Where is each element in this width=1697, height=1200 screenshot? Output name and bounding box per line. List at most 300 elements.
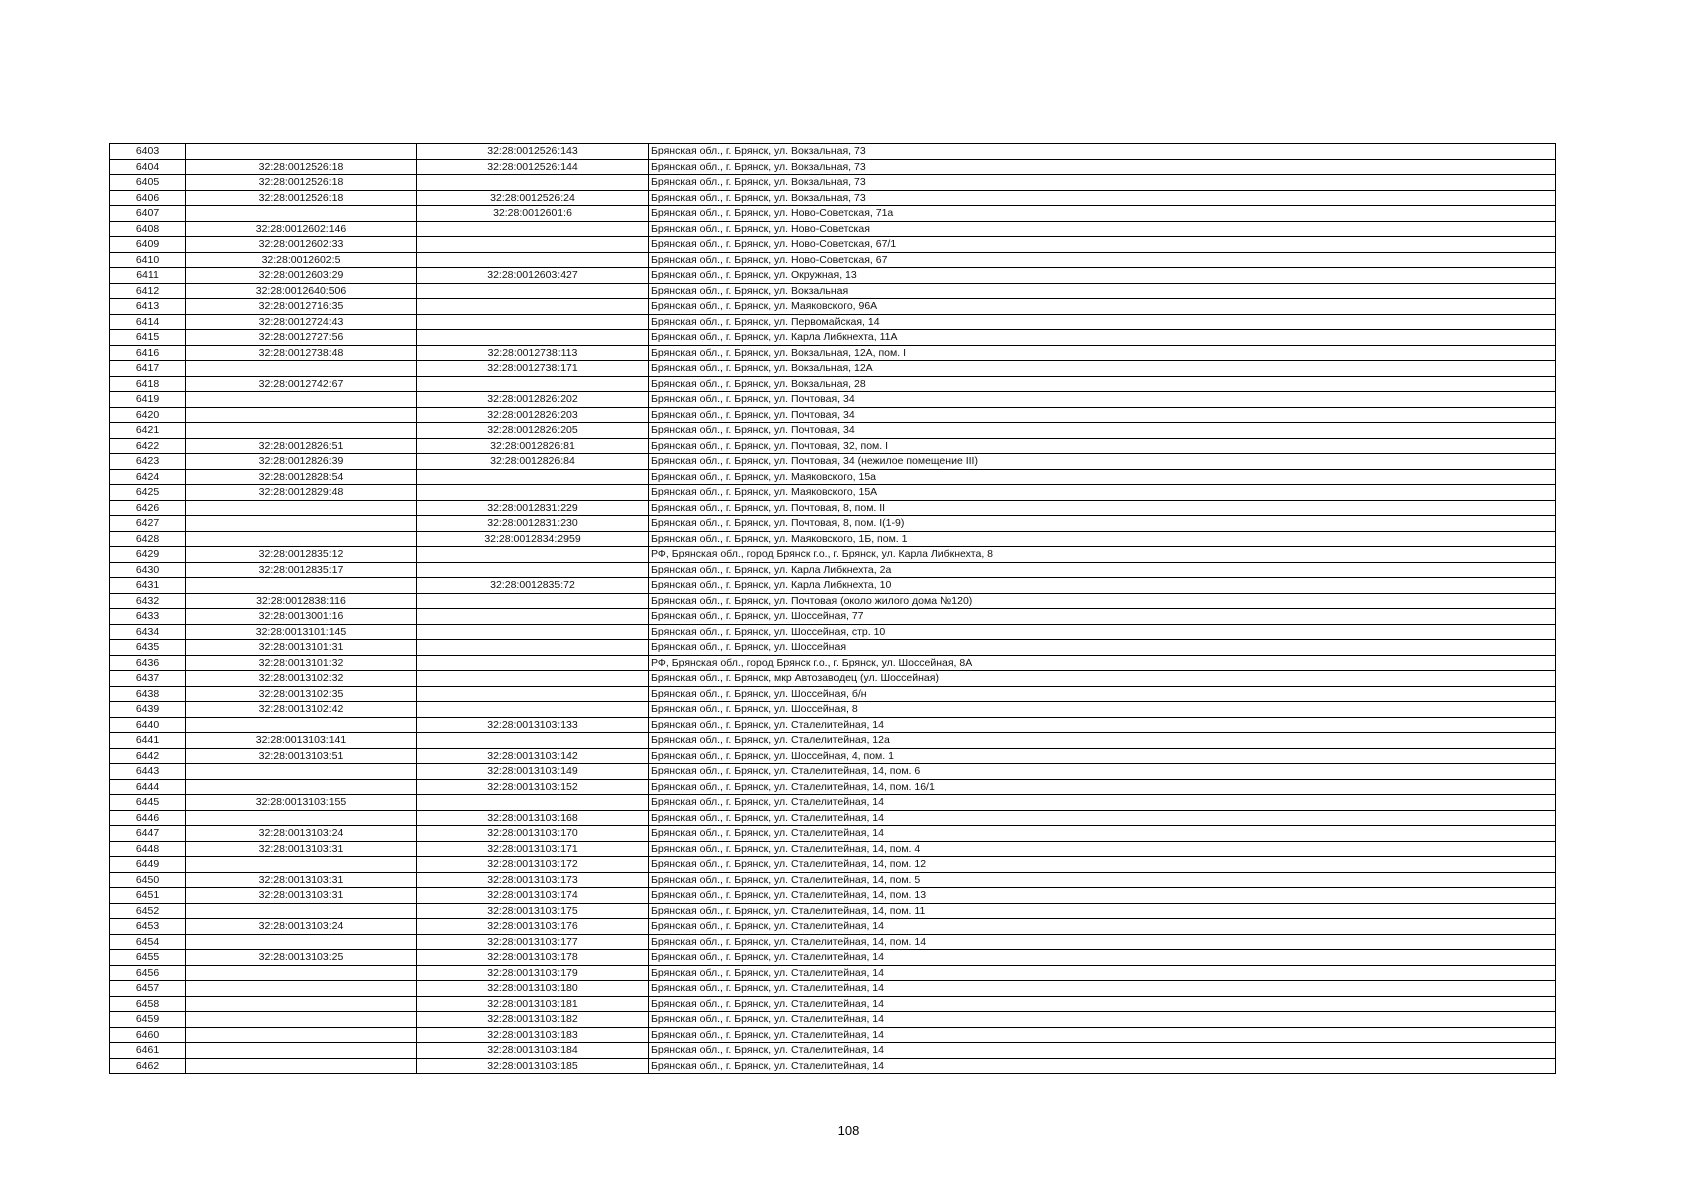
- address-cell: Брянская обл., г. Брянск, ул. Первомайская, 14: [649, 314, 1556, 330]
- address-cell: Брянская обл., г. Брянск, ул. Сталелитейная, 14: [649, 795, 1556, 811]
- address-cell: Брянская обл., г. Брянск, ул. Шоссейная: [649, 640, 1556, 656]
- land-cadastral-number-cell: [186, 717, 417, 733]
- row-number-cell: 6404: [110, 159, 186, 175]
- land-cadastral-number-cell: 32:28:0013103:24: [186, 826, 417, 842]
- row-number-cell: 6451: [110, 888, 186, 904]
- table-row: [110, 981, 1556, 997]
- building-cadastral-number-cell: 32:28:0013103:173: [417, 872, 649, 888]
- address-cell: Брянская обл., г. Брянск, ул. Вокзальная, 73: [649, 175, 1556, 191]
- table-row: [110, 221, 1556, 237]
- table-row: [110, 779, 1556, 795]
- building-cadastral-number-cell: 32:28:0013103:142: [417, 748, 649, 764]
- address-cell: Брянская обл., г. Брянск, ул. Вокзальная, 12А, пом. I: [649, 345, 1556, 361]
- table-body: [110, 144, 1556, 1074]
- row-number-cell: 6455: [110, 950, 186, 966]
- row-number-cell: 6423: [110, 454, 186, 470]
- table-row: [110, 733, 1556, 749]
- address-cell: Брянская обл., г. Брянск, ул. Почтовая, 32, пом. I: [649, 438, 1556, 454]
- table-row: [110, 485, 1556, 501]
- row-number-cell: 6443: [110, 764, 186, 780]
- address-cell: Брянская обл., г. Брянск, ул. Почтовая, 8, пом. I(1-9): [649, 516, 1556, 532]
- address-cell: Брянская обл., г. Брянск, ул. Шоссейная, б/н: [649, 686, 1556, 702]
- building-cadastral-number-cell: [417, 469, 649, 485]
- building-cadastral-number-cell: 32:28:0012738:113: [417, 345, 649, 361]
- building-cadastral-number-cell: [417, 283, 649, 299]
- table-row: [110, 702, 1556, 718]
- building-cadastral-number-cell: [417, 252, 649, 268]
- table-row: [110, 516, 1556, 532]
- land-cadastral-number-cell: [186, 206, 417, 222]
- address-cell: Брянская обл., г. Брянск, ул. Сталелитейная, 14: [649, 810, 1556, 826]
- table-row: [110, 252, 1556, 268]
- land-cadastral-number-cell: 32:28:0012835:12: [186, 547, 417, 563]
- address-cell: Брянская обл., г. Брянск, ул. Ново-Советская, 67: [649, 252, 1556, 268]
- building-cadastral-number-cell: 32:28:0012526:144: [417, 159, 649, 175]
- building-cadastral-number-cell: 32:28:0013103:183: [417, 1027, 649, 1043]
- table-row: [110, 578, 1556, 594]
- table-row: [110, 283, 1556, 299]
- land-cadastral-number-cell: [186, 1027, 417, 1043]
- land-cadastral-number-cell: 32:28:0012640:506: [186, 283, 417, 299]
- address-cell: Брянская обл., г. Брянск, ул. Маяковского, 1Б, пом. 1: [649, 531, 1556, 547]
- table-row: [110, 996, 1556, 1012]
- land-cadastral-number-cell: 32:28:0012724:43: [186, 314, 417, 330]
- table-row: [110, 671, 1556, 687]
- land-cadastral-number-cell: 32:28:0012828:54: [186, 469, 417, 485]
- row-number-cell: 6439: [110, 702, 186, 718]
- building-cadastral-number-cell: [417, 376, 649, 392]
- row-number-cell: 6459: [110, 1012, 186, 1028]
- table-row: [110, 500, 1556, 516]
- table-row: [110, 748, 1556, 764]
- building-cadastral-number-cell: 32:28:0013103:182: [417, 1012, 649, 1028]
- building-cadastral-number-cell: 32:28:0013103:171: [417, 841, 649, 857]
- address-cell: Брянская обл., г. Брянск, ул. Почтовая, 34: [649, 392, 1556, 408]
- address-cell: Брянская обл., г. Брянск, ул. Сталелитейная, 14, пом. 14: [649, 934, 1556, 950]
- building-cadastral-number-cell: [417, 221, 649, 237]
- building-cadastral-number-cell: 32:28:0013103:152: [417, 779, 649, 795]
- land-cadastral-number-cell: 32:28:0012602:33: [186, 237, 417, 253]
- address-cell: Брянская обл., г. Брянск, ул. Вокзальная, 73: [649, 144, 1556, 160]
- building-cadastral-number-cell: 32:28:0013103:172: [417, 857, 649, 873]
- table-row: [110, 841, 1556, 857]
- table-row: [110, 1012, 1556, 1028]
- building-cadastral-number-cell: [417, 640, 649, 656]
- land-cadastral-number-cell: [186, 965, 417, 981]
- row-number-cell: 6450: [110, 872, 186, 888]
- address-cell: Брянская обл., г. Брянск, ул. Сталелитейная, 14: [649, 965, 1556, 981]
- table-row: [110, 144, 1556, 160]
- land-cadastral-number-cell: [186, 810, 417, 826]
- land-cadastral-number-cell: 32:28:0013103:25: [186, 950, 417, 966]
- land-cadastral-number-cell: 32:28:0012602:5: [186, 252, 417, 268]
- land-cadastral-number-cell: 32:28:0012835:17: [186, 562, 417, 578]
- row-number-cell: 6454: [110, 934, 186, 950]
- building-cadastral-number-cell: 32:28:0012526:24: [417, 190, 649, 206]
- land-cadastral-number-cell: 32:28:0012727:56: [186, 330, 417, 346]
- row-number-cell: 6427: [110, 516, 186, 532]
- row-number-cell: 6416: [110, 345, 186, 361]
- table-row: [110, 919, 1556, 935]
- row-number-cell: 6449: [110, 857, 186, 873]
- building-cadastral-number-cell: [417, 175, 649, 191]
- land-cadastral-number-cell: 32:28:0012603:29: [186, 268, 417, 284]
- address-cell: Брянская обл., г. Брянск, ул. Сталелитейная, 14: [649, 1027, 1556, 1043]
- table-row: [110, 826, 1556, 842]
- table-row: [110, 764, 1556, 780]
- building-cadastral-number-cell: [417, 593, 649, 609]
- land-cadastral-number-cell: 32:28:0013103:155: [186, 795, 417, 811]
- building-cadastral-number-cell: 32:28:0013103:185: [417, 1058, 649, 1074]
- row-number-cell: 6440: [110, 717, 186, 733]
- table-row: [110, 950, 1556, 966]
- address-cell: Брянская обл., г. Брянск, ул. Карла Либкнехта, 10: [649, 578, 1556, 594]
- building-cadastral-number-cell: [417, 686, 649, 702]
- table-row: [110, 469, 1556, 485]
- building-cadastral-number-cell: 32:28:0012526:143: [417, 144, 649, 160]
- address-cell: Брянская обл., г. Брянск, ул. Почтовая (около жилого дома №120): [649, 593, 1556, 609]
- table-row: [110, 299, 1556, 315]
- table-row: [110, 330, 1556, 346]
- building-cadastral-number-cell: [417, 733, 649, 749]
- land-cadastral-number-cell: 32:28:0012738:48: [186, 345, 417, 361]
- row-number-cell: 6408: [110, 221, 186, 237]
- land-cadastral-number-cell: 32:28:0013102:35: [186, 686, 417, 702]
- table-row: [110, 888, 1556, 904]
- row-number-cell: 6447: [110, 826, 186, 842]
- building-cadastral-number-cell: [417, 547, 649, 563]
- building-cadastral-number-cell: [417, 795, 649, 811]
- land-cadastral-number-cell: [186, 934, 417, 950]
- address-cell: Брянская обл., г. Брянск, ул. Сталелитейная, 14: [649, 996, 1556, 1012]
- address-cell: Брянская обл., г. Брянск, ул. Ново-Советская, 71а: [649, 206, 1556, 222]
- table-row: [110, 903, 1556, 919]
- land-cadastral-number-cell: 32:28:0012826:39: [186, 454, 417, 470]
- land-cadastral-number-cell: [186, 981, 417, 997]
- table-row: [110, 857, 1556, 873]
- building-cadastral-number-cell: 32:28:0012826:84: [417, 454, 649, 470]
- address-cell: Брянская обл., г. Брянск, ул. Почтовая, 34 (нежилое помещение III): [649, 454, 1556, 470]
- row-number-cell: 6407: [110, 206, 186, 222]
- land-cadastral-number-cell: 32:28:0012838:116: [186, 593, 417, 609]
- address-cell: Брянская обл., г. Брянск, ул. Сталелитейная, 12а: [649, 733, 1556, 749]
- land-cadastral-number-cell: [186, 500, 417, 516]
- land-cadastral-number-cell: [186, 1058, 417, 1074]
- row-number-cell: 6460: [110, 1027, 186, 1043]
- address-cell: Брянская обл., г. Брянск, ул. Сталелитейная, 14, пом. 6: [649, 764, 1556, 780]
- row-number-cell: 6445: [110, 795, 186, 811]
- row-number-cell: 6431: [110, 578, 186, 594]
- table-row: [110, 454, 1556, 470]
- table-row: [110, 593, 1556, 609]
- land-cadastral-number-cell: 32:28:0012716:35: [186, 299, 417, 315]
- building-cadastral-number-cell: 32:28:0012826:205: [417, 423, 649, 439]
- land-cadastral-number-cell: [186, 423, 417, 439]
- address-cell: Брянская обл., г. Брянск, ул. Шоссейная, стр. 10: [649, 624, 1556, 640]
- table-row: [110, 423, 1556, 439]
- table-row: [110, 1043, 1556, 1059]
- table-row: [110, 206, 1556, 222]
- building-cadastral-number-cell: [417, 314, 649, 330]
- building-cadastral-number-cell: 32:28:0013103:178: [417, 950, 649, 966]
- table-row: [110, 1058, 1556, 1074]
- table-row: [110, 562, 1556, 578]
- row-number-cell: 6424: [110, 469, 186, 485]
- building-cadastral-number-cell: [417, 702, 649, 718]
- address-cell: Брянская обл., г. Брянск, мкр Автозаводец (ул. Шоссейная): [649, 671, 1556, 687]
- row-number-cell: 6425: [110, 485, 186, 501]
- row-number-cell: 6433: [110, 609, 186, 625]
- address-cell: Брянская обл., г. Брянск, ул. Карла Либкнехта, 11А: [649, 330, 1556, 346]
- land-cadastral-number-cell: 32:28:0012602:146: [186, 221, 417, 237]
- address-cell: Брянская обл., г. Брянск, ул. Сталелитейная, 14: [649, 1012, 1556, 1028]
- table-row: [110, 686, 1556, 702]
- building-cadastral-number-cell: 32:28:0012831:230: [417, 516, 649, 532]
- row-number-cell: 6420: [110, 407, 186, 423]
- land-cadastral-number-cell: 32:28:0012526:18: [186, 159, 417, 175]
- land-cadastral-number-cell: 32:28:0013103:31: [186, 841, 417, 857]
- building-cadastral-number-cell: 32:28:0012738:171: [417, 361, 649, 377]
- building-cadastral-number-cell: [417, 299, 649, 315]
- row-number-cell: 6405: [110, 175, 186, 191]
- address-cell: Брянская обл., г. Брянск, ул. Вокзальная, 73: [649, 159, 1556, 175]
- building-cadastral-number-cell: 32:28:0013103:177: [417, 934, 649, 950]
- table-row: [110, 345, 1556, 361]
- building-cadastral-number-cell: [417, 655, 649, 671]
- land-cadastral-number-cell: 32:28:0013101:145: [186, 624, 417, 640]
- table-row: [110, 237, 1556, 253]
- address-cell: Брянская обл., г. Брянск, ул. Сталелитейная, 14, пом. 5: [649, 872, 1556, 888]
- table-row: [110, 392, 1556, 408]
- land-cadastral-number-cell: 32:28:0013103:51: [186, 748, 417, 764]
- table-row: [110, 872, 1556, 888]
- table-row: [110, 624, 1556, 640]
- land-cadastral-number-cell: 32:28:0013101:32: [186, 655, 417, 671]
- building-cadastral-number-cell: 32:28:0013103:174: [417, 888, 649, 904]
- land-cadastral-number-cell: [186, 1012, 417, 1028]
- cadastral-table: [109, 143, 1556, 1074]
- address-cell: Брянская обл., г. Брянск, ул. Сталелитейная, 14, пом. 11: [649, 903, 1556, 919]
- address-cell: Брянская обл., г. Брянск, ул. Почтовая, 34: [649, 423, 1556, 439]
- page-number: 108: [837, 1123, 860, 1138]
- building-cadastral-number-cell: 32:28:0012826:203: [417, 407, 649, 423]
- table-row: [110, 438, 1556, 454]
- table-row: [110, 655, 1556, 671]
- building-cadastral-number-cell: [417, 237, 649, 253]
- address-cell: Брянская обл., г. Брянск, ул. Сталелитейная, 14, пом. 12: [649, 857, 1556, 873]
- land-cadastral-number-cell: 32:28:0012826:51: [186, 438, 417, 454]
- row-number-cell: 6435: [110, 640, 186, 656]
- address-cell: РФ, Брянская обл., город Брянск г.о., г. Брянск, ул. Шоссейная, 8А: [649, 655, 1556, 671]
- building-cadastral-number-cell: 32:28:0013103:184: [417, 1043, 649, 1059]
- row-number-cell: 6406: [110, 190, 186, 206]
- building-cadastral-number-cell: 32:28:0013103:179: [417, 965, 649, 981]
- address-cell: Брянская обл., г. Брянск, ул. Сталелитейная, 14: [649, 981, 1556, 997]
- row-number-cell: 6432: [110, 593, 186, 609]
- address-cell: Брянская обл., г. Брянск, ул. Вокзальная, 12А: [649, 361, 1556, 377]
- building-cadastral-number-cell: [417, 671, 649, 687]
- row-number-cell: 6428: [110, 531, 186, 547]
- address-cell: Брянская обл., г. Брянск, ул. Шоссейная, 8: [649, 702, 1556, 718]
- address-cell: Брянская обл., г. Брянск, ул. Маяковского, 15а: [649, 469, 1556, 485]
- address-cell: Брянская обл., г. Брянск, ул. Маяковского, 96А: [649, 299, 1556, 315]
- building-cadastral-number-cell: 32:28:0012826:202: [417, 392, 649, 408]
- building-cadastral-number-cell: 32:28:0012603:427: [417, 268, 649, 284]
- address-cell: Брянская обл., г. Брянск, ул. Ново-Советская, 67/1: [649, 237, 1556, 253]
- address-cell: Брянская обл., г. Брянск, ул. Сталелитейная, 14, пом. 4: [649, 841, 1556, 857]
- land-cadastral-number-cell: [186, 903, 417, 919]
- land-cadastral-number-cell: [186, 531, 417, 547]
- land-cadastral-number-cell: [186, 361, 417, 377]
- land-cadastral-number-cell: [186, 392, 417, 408]
- land-cadastral-number-cell: [186, 857, 417, 873]
- table-row: [110, 640, 1556, 656]
- table-row: [110, 609, 1556, 625]
- land-cadastral-number-cell: [186, 578, 417, 594]
- building-cadastral-number-cell: 32:28:0012601:6: [417, 206, 649, 222]
- address-cell: Брянская обл., г. Брянск, ул. Почтовая, 8, пом. II: [649, 500, 1556, 516]
- table-row: [110, 810, 1556, 826]
- row-number-cell: 6437: [110, 671, 186, 687]
- row-number-cell: 6436: [110, 655, 186, 671]
- table-row: [110, 407, 1556, 423]
- row-number-cell: 6442: [110, 748, 186, 764]
- address-cell: Брянская обл., г. Брянск, ул. Сталелитейная, 14: [649, 919, 1556, 935]
- row-number-cell: 6452: [110, 903, 186, 919]
- land-cadastral-number-cell: 32:28:0013102:32: [186, 671, 417, 687]
- building-cadastral-number-cell: 32:28:0013103:133: [417, 717, 649, 733]
- land-cadastral-number-cell: 32:28:0012829:48: [186, 485, 417, 501]
- address-cell: Брянская обл., г. Брянск, ул. Маяковского, 15А: [649, 485, 1556, 501]
- table-row: [110, 190, 1556, 206]
- address-cell: Брянская обл., г. Брянск, ул. Сталелитейная, 14: [649, 1043, 1556, 1059]
- row-number-cell: 6419: [110, 392, 186, 408]
- land-cadastral-number-cell: 32:28:0013101:31: [186, 640, 417, 656]
- table-row: [110, 159, 1556, 175]
- table-row: [110, 934, 1556, 950]
- land-cadastral-number-cell: [186, 516, 417, 532]
- building-cadastral-number-cell: [417, 624, 649, 640]
- row-number-cell: 6422: [110, 438, 186, 454]
- table-row: [110, 376, 1556, 392]
- address-cell: Брянская обл., г. Брянск, ул. Сталелитейная, 14, пом. 13: [649, 888, 1556, 904]
- address-cell: Брянская обл., г. Брянск, ул. Окружная, 13: [649, 268, 1556, 284]
- row-number-cell: 6413: [110, 299, 186, 315]
- land-cadastral-number-cell: 32:28:0012526:18: [186, 175, 417, 191]
- building-cadastral-number-cell: 32:28:0013103:170: [417, 826, 649, 842]
- land-cadastral-number-cell: [186, 764, 417, 780]
- row-number-cell: 6453: [110, 919, 186, 935]
- building-cadastral-number-cell: [417, 485, 649, 501]
- row-number-cell: 6418: [110, 376, 186, 392]
- row-number-cell: 6421: [110, 423, 186, 439]
- address-cell: Брянская обл., г. Брянск, ул. Вокзальная, 28: [649, 376, 1556, 392]
- row-number-cell: 6411: [110, 268, 186, 284]
- address-cell: Брянская обл., г. Брянск, ул. Почтовая, 34: [649, 407, 1556, 423]
- row-number-cell: 6403: [110, 144, 186, 160]
- land-cadastral-number-cell: 32:28:0013103:31: [186, 888, 417, 904]
- land-cadastral-number-cell: [186, 1043, 417, 1059]
- address-cell: Брянская обл., г. Брянск, ул. Ново-Советская: [649, 221, 1556, 237]
- row-number-cell: 6448: [110, 841, 186, 857]
- row-number-cell: 6412: [110, 283, 186, 299]
- table-row: [110, 795, 1556, 811]
- building-cadastral-number-cell: 32:28:0013103:176: [417, 919, 649, 935]
- row-number-cell: 6409: [110, 237, 186, 253]
- row-number-cell: 6426: [110, 500, 186, 516]
- building-cadastral-number-cell: 32:28:0013103:181: [417, 996, 649, 1012]
- address-cell: Брянская обл., г. Брянск, ул. Сталелитейная, 14: [649, 826, 1556, 842]
- land-cadastral-number-cell: [186, 144, 417, 160]
- building-cadastral-number-cell: 32:28:0012835:72: [417, 578, 649, 594]
- building-cadastral-number-cell: 32:28:0013103:149: [417, 764, 649, 780]
- row-number-cell: 6462: [110, 1058, 186, 1074]
- land-cadastral-number-cell: 32:28:0013001:16: [186, 609, 417, 625]
- row-number-cell: 6457: [110, 981, 186, 997]
- building-cadastral-number-cell: 32:28:0012826:81: [417, 438, 649, 454]
- row-number-cell: 6417: [110, 361, 186, 377]
- row-number-cell: 6414: [110, 314, 186, 330]
- address-cell: Брянская обл., г. Брянск, ул. Сталелитейная, 14: [649, 950, 1556, 966]
- building-cadastral-number-cell: 32:28:0013103:175: [417, 903, 649, 919]
- row-number-cell: 6441: [110, 733, 186, 749]
- building-cadastral-number-cell: 32:28:0012834:2959: [417, 531, 649, 547]
- row-number-cell: 6434: [110, 624, 186, 640]
- land-cadastral-number-cell: [186, 779, 417, 795]
- building-cadastral-number-cell: 32:28:0012831:229: [417, 500, 649, 516]
- address-cell: Брянская обл., г. Брянск, ул. Карла Либкнехта, 2а: [649, 562, 1556, 578]
- address-cell: РФ, Брянская обл., город Брянск г.о., г. Брянск, ул. Карла Либкнехта, 8: [649, 547, 1556, 563]
- land-cadastral-number-cell: [186, 996, 417, 1012]
- address-cell: Брянская обл., г. Брянск, ул. Вокзальная: [649, 283, 1556, 299]
- address-cell: Брянская обл., г. Брянск, ул. Вокзальная, 73: [649, 190, 1556, 206]
- row-number-cell: 6456: [110, 965, 186, 981]
- row-number-cell: 6415: [110, 330, 186, 346]
- table-row: [110, 547, 1556, 563]
- row-number-cell: 6446: [110, 810, 186, 826]
- row-number-cell: 6458: [110, 996, 186, 1012]
- table-row: [110, 175, 1556, 191]
- building-cadastral-number-cell: 32:28:0013103:180: [417, 981, 649, 997]
- land-cadastral-number-cell: 32:28:0013103:141: [186, 733, 417, 749]
- land-cadastral-number-cell: [186, 407, 417, 423]
- row-number-cell: 6429: [110, 547, 186, 563]
- row-number-cell: 6461: [110, 1043, 186, 1059]
- row-number-cell: 6410: [110, 252, 186, 268]
- address-cell: Брянская обл., г. Брянск, ул. Сталелитейная, 14: [649, 717, 1556, 733]
- row-number-cell: 6430: [110, 562, 186, 578]
- land-cadastral-number-cell: 32:28:0013102:42: [186, 702, 417, 718]
- address-cell: Брянская обл., г. Брянск, ул. Сталелитейная, 14: [649, 1058, 1556, 1074]
- table-row: [110, 717, 1556, 733]
- address-cell: Брянская обл., г. Брянск, ул. Шоссейная, 77: [649, 609, 1556, 625]
- row-number-cell: 6444: [110, 779, 186, 795]
- building-cadastral-number-cell: [417, 609, 649, 625]
- building-cadastral-number-cell: 32:28:0013103:168: [417, 810, 649, 826]
- land-cadastral-number-cell: 32:28:0012526:18: [186, 190, 417, 206]
- address-cell: Брянская обл., г. Брянск, ул. Сталелитейная, 14, пом. 16/1: [649, 779, 1556, 795]
- table-row: [110, 268, 1556, 284]
- table-row: [110, 314, 1556, 330]
- building-cadastral-number-cell: [417, 330, 649, 346]
- table-row: [110, 1027, 1556, 1043]
- table-row: [110, 965, 1556, 981]
- table-row: [110, 361, 1556, 377]
- table-row: [110, 531, 1556, 547]
- row-number-cell: 6438: [110, 686, 186, 702]
- building-cadastral-number-cell: [417, 562, 649, 578]
- land-cadastral-number-cell: 32:28:0012742:67: [186, 376, 417, 392]
